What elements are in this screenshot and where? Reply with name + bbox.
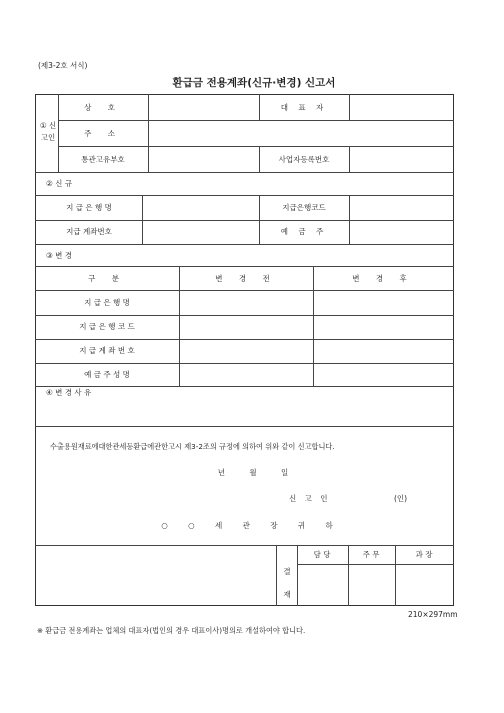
approval-sign-staff[interactable] <box>299 566 346 604</box>
new-holder-field[interactable] <box>351 222 452 242</box>
change-row-bank-code-label: 지 급 은 행 코 드 <box>79 322 135 331</box>
approval-col-staff: 담 당 <box>313 550 331 559</box>
declaration-statement: 수출용원재료에대한관세등환급에관한고시 제3-2조의 규정에 의하여 위와 같이 신고합니다. <box>50 442 335 451</box>
change-row-account-label: 지 급 계 좌 번 호 <box>79 346 135 355</box>
seal-mark: (인) <box>394 494 408 503</box>
change-bank-code-before-field[interactable] <box>181 317 311 337</box>
new-account-field[interactable] <box>144 222 257 242</box>
approval-label: 결재 <box>283 567 291 599</box>
new-holder-label: 예 금 주 <box>280 227 328 236</box>
change-holder-before-field[interactable] <box>181 365 311 384</box>
approval-col-manager: 과 장 <box>415 550 433 559</box>
customs-id-field[interactable] <box>150 148 257 170</box>
paper-size: 210×297mm <box>408 610 458 619</box>
biz-reg-field[interactable] <box>351 148 452 170</box>
approval-col-chief: 주 무 <box>362 550 380 559</box>
customs-id-label: 통관고유부호 <box>81 155 125 164</box>
address-field[interactable] <box>150 122 452 144</box>
addressee: ○ ○ 세 관 장 귀 하 <box>161 521 333 530</box>
new-bank-name-label: 지 급 은 행 명 <box>66 203 112 212</box>
approval-sign-chief[interactable] <box>350 566 393 604</box>
new-section-label: ② 신 규 <box>46 179 72 188</box>
new-bank-code-label: 지급은행코드 <box>282 203 326 212</box>
change-row-bank-name-label: 지 급 은 행 명 <box>84 298 130 307</box>
change-account-after-field[interactable] <box>315 341 452 361</box>
representative-label: 대 표 자 <box>280 103 328 112</box>
new-account-label: 지급 계좌번호 <box>66 227 112 236</box>
address-label: 주 소 <box>84 129 122 138</box>
change-holder-after-field[interactable] <box>315 365 452 384</box>
change-account-before-field[interactable] <box>181 341 311 361</box>
change-header-after: 변 경 후 <box>352 274 414 283</box>
change-section-label: ③ 변 경 <box>46 251 72 260</box>
change-header-category: 구 분 <box>88 274 126 283</box>
change-reason-field[interactable] <box>37 400 452 424</box>
approval-sign-manager[interactable] <box>397 566 452 604</box>
company-name-field[interactable] <box>150 96 257 118</box>
change-bank-name-before-field[interactable] <box>181 292 311 313</box>
change-row-holder-label: 예 금 주 성 명 <box>84 370 130 379</box>
change-reason-label: ④ 변 경 사 유 <box>46 388 92 397</box>
date-line: 년 월 일 <box>217 468 289 477</box>
change-bank-name-after-field[interactable] <box>315 292 452 313</box>
new-bank-name-field[interactable] <box>144 197 257 218</box>
page-title: 환급금 전용계좌(신규·변경) 신고서 <box>172 77 336 89</box>
signer-label: 신 고 인 <box>289 494 331 503</box>
representative-field[interactable] <box>351 96 452 118</box>
reporter-section-label: ① 신고인 <box>39 121 57 142</box>
form-number: (제3-2호 서식) <box>38 61 88 70</box>
footnote: ※ 환급금 전용계좌는 업체의 대표자(법인의 경우 대표이사)명의로 개설하여야 합니다. <box>37 626 306 635</box>
company-name-label: 상 호 <box>84 103 122 112</box>
new-bank-code-field[interactable] <box>351 197 452 218</box>
biz-reg-label: 사업자등록번호 <box>278 155 330 164</box>
change-header-before: 변 경 전 <box>215 274 277 283</box>
change-bank-code-after-field[interactable] <box>315 317 452 337</box>
